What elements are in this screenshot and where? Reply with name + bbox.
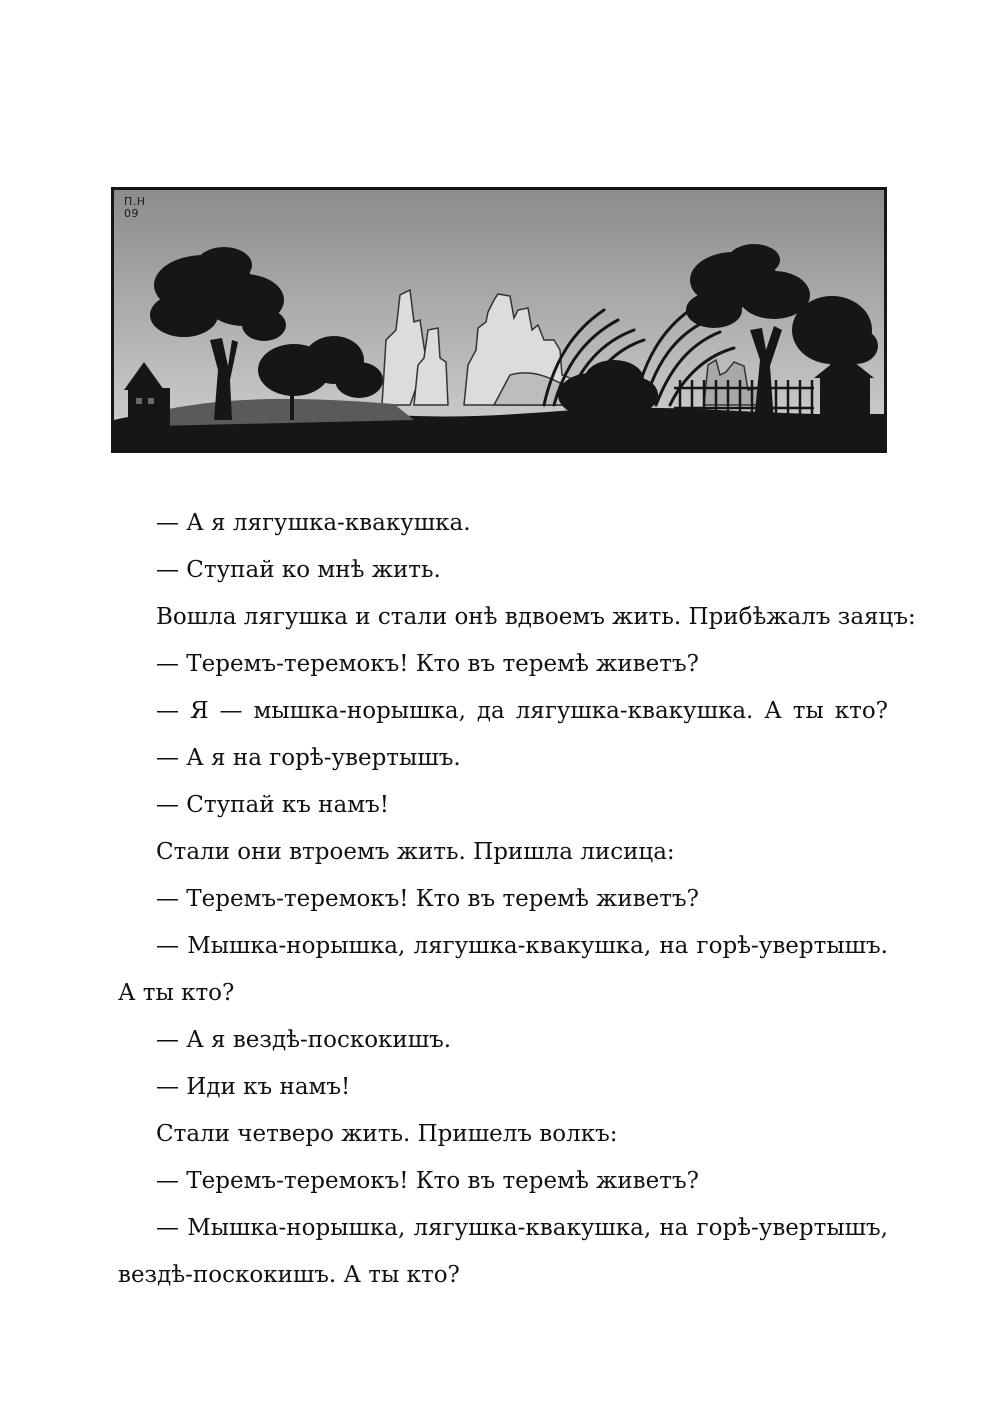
text-line: — Мышка-норышка, лягушка-квакушка, на горѣ-увертышъ, xyxy=(156,1215,888,1241)
text-line: — Ступай ко мнѣ жить. xyxy=(156,557,441,583)
text-line: — Теремъ-теремокъ! Кто въ теремѣ живетъ? xyxy=(156,886,699,912)
story-text xyxy=(118,500,916,1299)
text-line: — Я — мышка-норышка, да лягушка-квакушка. А ты кто? xyxy=(156,698,888,724)
artist-monogram xyxy=(124,196,146,220)
monogram-year: 09 xyxy=(124,207,139,220)
text-line: — А я вездѣ-поскокишъ. xyxy=(156,1027,452,1053)
monogram-initials: П.Н xyxy=(124,195,146,208)
text-line: Стали они втроемъ жить. Пришла лисица: xyxy=(156,839,675,865)
text-line: — Ступай къ намъ! xyxy=(156,792,389,818)
text-line: — А я лягушка-квакушка. xyxy=(156,510,471,536)
text-line: — Иди къ намъ! xyxy=(156,1074,351,1100)
text-line: — Теремъ-теремокъ! Кто въ теремѣ живетъ? xyxy=(156,651,699,677)
text-line: — Теремъ-теремокъ! Кто въ теремѣ живетъ? xyxy=(156,1168,699,1194)
text-line: вездѣ-поскокишъ. А ты кто? xyxy=(118,1262,460,1288)
text-line: — Мышка-норышка, лягушка-квакушка, на горѣ-увертышъ. xyxy=(156,933,888,959)
text-line: — А я на горѣ-увертышъ. xyxy=(156,745,461,771)
text-line: Стали четверо жить. Пришелъ волкъ: xyxy=(156,1121,618,1147)
text-line: А ты кто? xyxy=(118,980,235,1006)
landscape-silhouette-illustration xyxy=(114,190,884,450)
header-illustration xyxy=(111,187,887,453)
text-line: Вошла лягушка и стали онѣ вдвоемъ жить. Прибѣжалъ заяцъ: xyxy=(156,604,916,630)
